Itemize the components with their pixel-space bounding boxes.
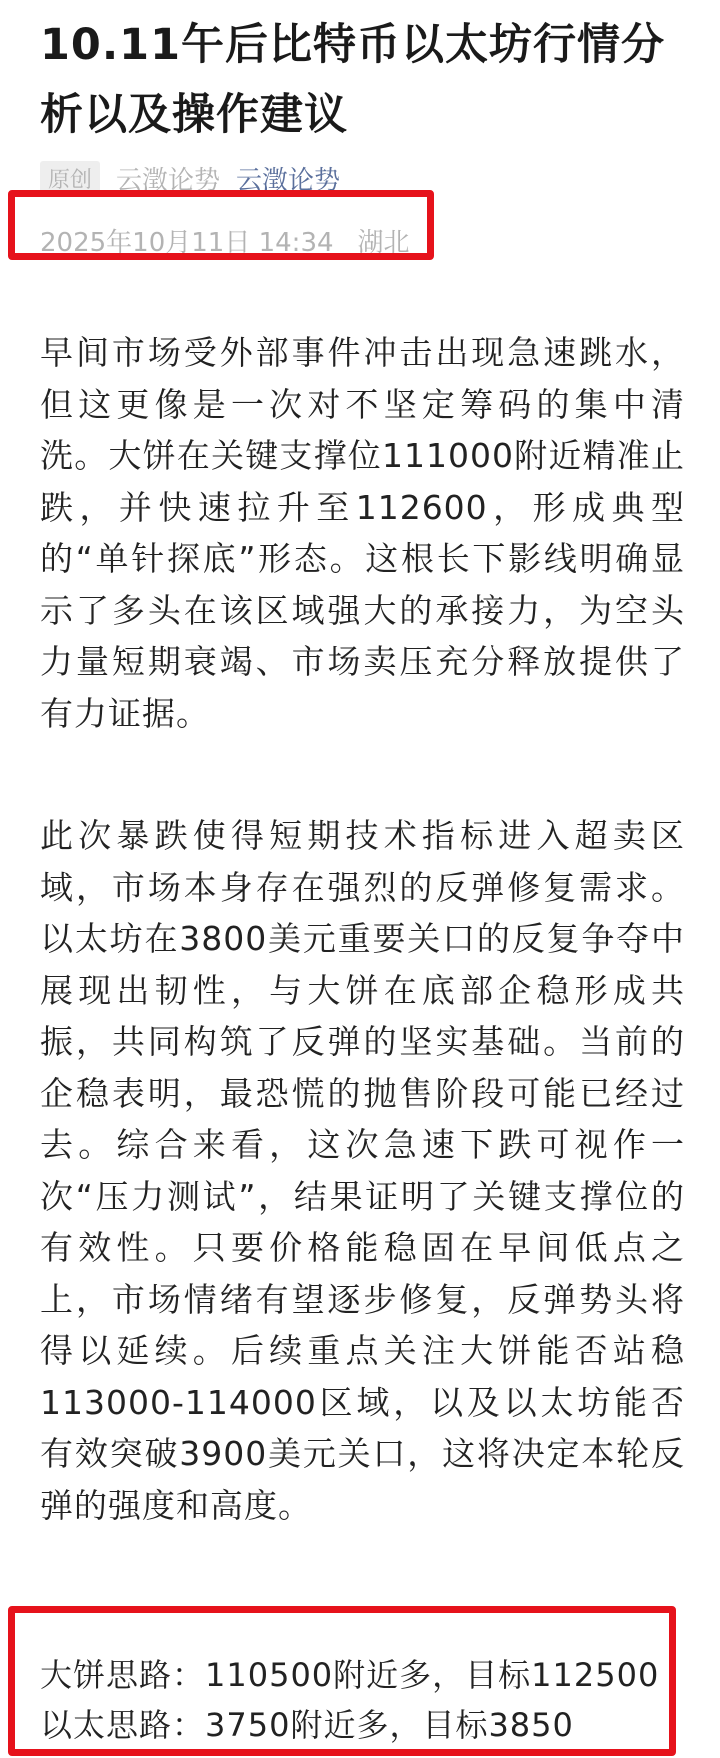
article-title: 10.11午后比特币以太坊行情分析以及操作建议	[40, 20, 666, 140]
paragraph-1: 早间市场受外部事件冲击出现急速跳水，但这更像是一次对不坚定筹码的集中清洗。大饼在关键支撑位111000附近精准止跌，并快速拉升至112600，形成典型的“单针探底”形态。这根长下影线明确显示了多头在该区域强大的承接力，为空头力量短期衰竭、市场卖压充分释放提供了有力证据。	[40, 333, 685, 733]
eth-strategy-line: 以太思路：3750附近多，目标3850	[40, 1706, 574, 1744]
original-badge: 原创	[40, 161, 100, 196]
author-name: 云澂论势	[116, 165, 221, 196]
publish-location: 湖北	[357, 228, 410, 258]
strategy-highlight-box	[8, 1606, 676, 1756]
btc-strategy-line: 大饼思路：110500附近多，目标112500	[40, 1656, 660, 1694]
date-highlight-box	[8, 190, 434, 260]
publish-time: 2025年10月11日 14:34	[40, 228, 334, 258]
paragraph-2: 此次暴跌使得短期技术指标进入超卖区域，市场本身存在强烈的反弹修复需求。以太坊在3800美元重要关口的反复争夺中展现出韧性，与大饼在底部企稳形成共振，共同构筑了反弹的坚实基础。当前的企稳表明，最恐慌的抛售阶段可能已经过去。综合来看，这次急速下跌可视作一次“压力测试”，结果证明了关键支撑位的有效性。只要价格能稳固在早间低点之上，市场情绪有望逐步修复，反弹势头将得以延续。后续重点关注大饼能否站稳113000-114000区域，以及以太坊能否有效突破3900美元关口，这将决定本轮反弹的强度和高度。	[40, 816, 685, 1525]
account-link[interactable]: 云澂论势	[236, 165, 341, 196]
